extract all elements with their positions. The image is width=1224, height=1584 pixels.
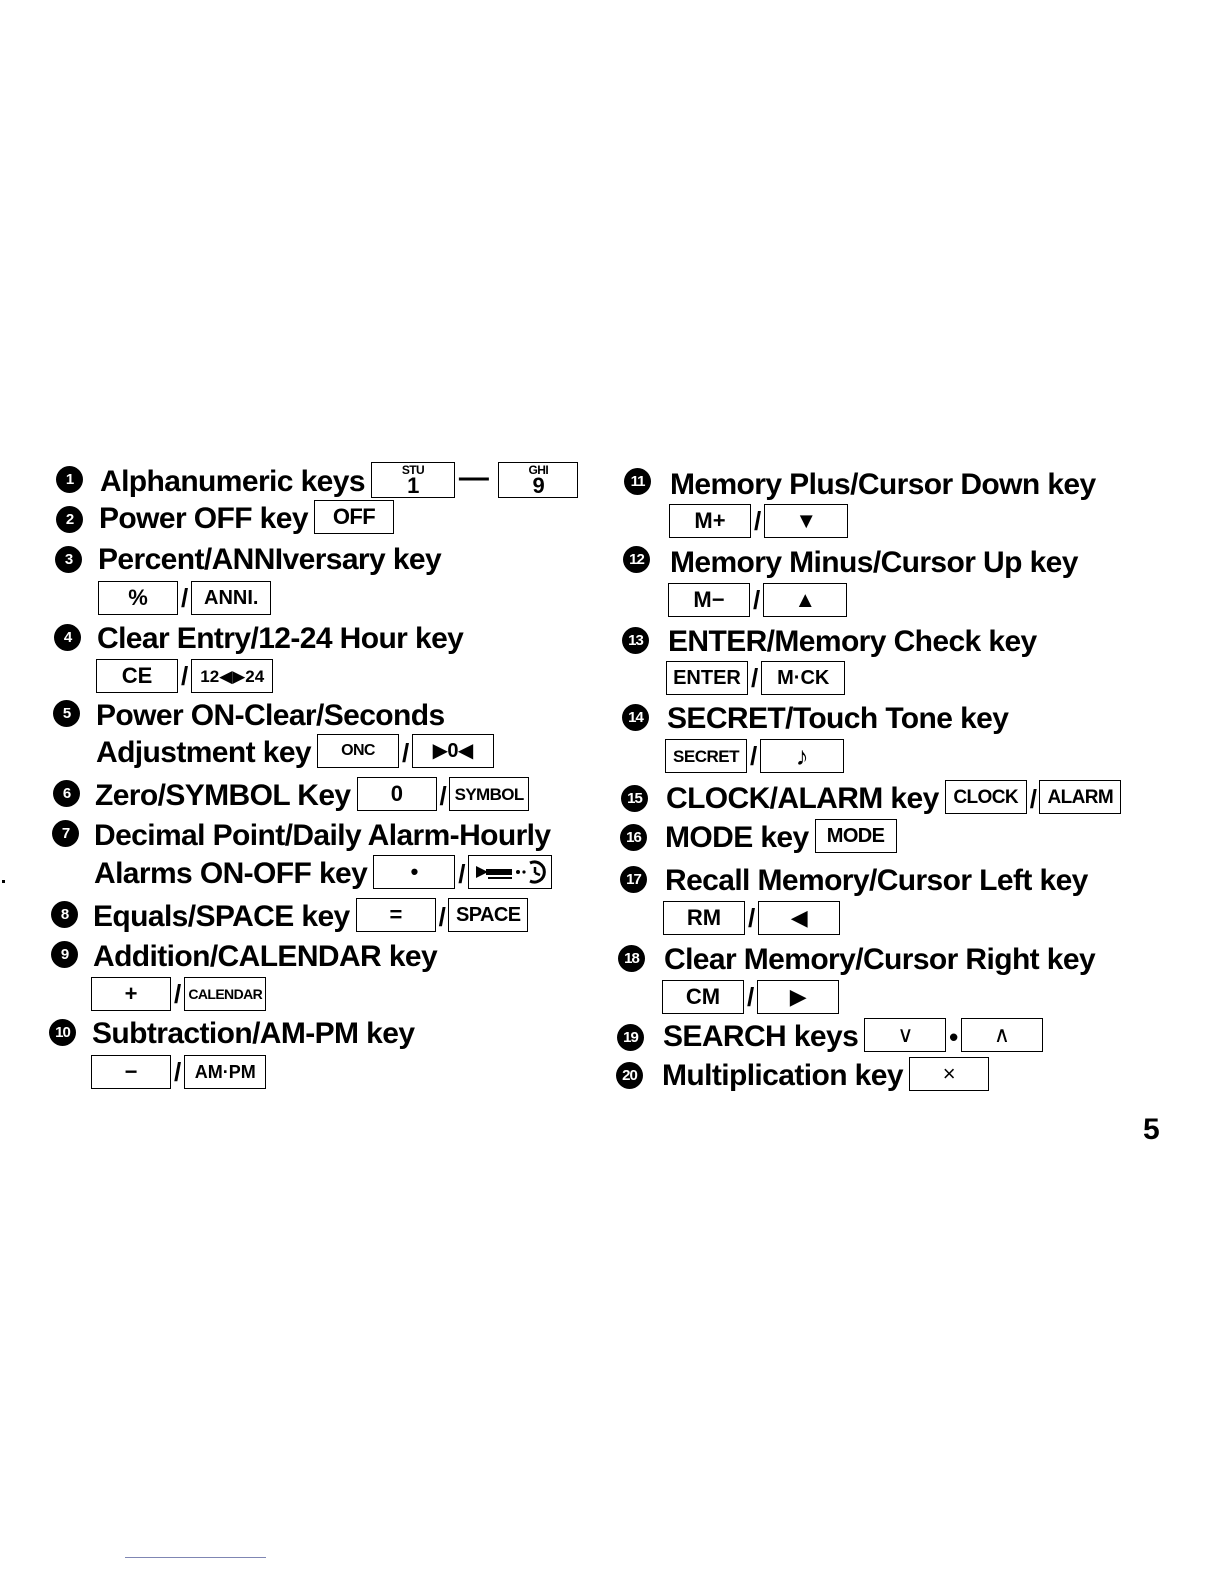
item-title: Clear Entry/12-24 Hour key [97,622,464,655]
percent-key: % [98,581,178,615]
key-pair: − / AM·PM [91,1052,266,1092]
item-number-badge: 16 [620,824,647,851]
key-pair: CM / ▶ [662,977,839,1017]
am-pm-key: AM·PM [184,1055,266,1089]
item-number-badge: 17 [620,866,647,893]
onc-key: ONC [317,734,399,768]
alarm-key: ALARM [1039,780,1121,814]
item-title: Recall Memory/Cursor Left key [665,864,1088,897]
item-title: Power OFF key OFF [99,502,394,537]
subtraction-key: − [91,1055,171,1089]
stu-1-key: STU 1 [371,462,455,498]
footer-rule [125,1557,266,1558]
search-up-key: ∧ [961,1018,1043,1052]
multiplication-key: × [909,1057,989,1091]
symbol-key: SYMBOL [449,777,529,811]
memory-minus-key: M− [668,583,750,617]
equals-key: = [356,898,436,932]
key-pair: M− / ▲ [668,580,847,620]
key-pair: + / CALENDAR [91,974,266,1014]
item-number-badge: 9 [51,941,78,968]
item-title: SECRET/Touch Tone key [667,702,1009,735]
addition-key: + [91,977,171,1011]
item-title: MODE key MODE [665,821,897,856]
item-number-badge: 4 [54,624,81,651]
item-number-badge: 13 [622,627,649,654]
item-title: Power ON-Clear/Seconds [96,699,445,732]
memory-plus-key: M+ [669,504,751,538]
memory-check-key: M·CK [761,661,845,695]
range-dash: — [458,461,489,494]
item-number-badge: 10 [49,1019,76,1046]
space-key: SPACE [448,898,528,932]
cursor-up-key: ▲ [763,583,847,617]
item-title: Clear Memory/Cursor Right key [664,943,1096,976]
item-title: Alphanumeric keys STU 1 — GHI 9 [100,465,578,501]
key-pair: SECRET / ♪ [665,736,844,776]
item-title: ENTER/Memory Check key [668,625,1037,658]
item-number-badge: 6 [53,780,80,807]
off-key: OFF [314,500,394,534]
clear-memory-key: CM [662,980,744,1014]
daily-alarm-key [468,855,552,889]
key-pair: % / ANNI. [98,578,271,618]
item-number-badge: 7 [52,820,79,847]
clock-key: CLOCK [945,780,1027,814]
item-number-badge: 2 [56,506,83,533]
cursor-left-key: ◀ [758,901,840,935]
key-pair: M+ / ▼ [669,501,848,541]
item-number-badge: 20 [616,1062,643,1089]
item-title: Decimal Point/Daily Alarm-Hourly [94,819,551,852]
alarm-horn-clock-icon [472,858,548,886]
item-number-badge: 15 [621,785,648,812]
anni-key: ANNI. [191,581,271,615]
scan-speck [2,880,5,883]
key-pair: ENTER / M·CK [666,658,845,698]
item-title: CLOCK/ALARM key CLOCK / ALARM [666,782,1121,817]
item-number-badge: 1 [56,466,83,493]
item-title: Multiplication key × [662,1059,989,1094]
item-title: Memory Plus/Cursor Down key [670,468,1096,501]
zero-key: 0 [357,777,437,811]
decimal-point-key: • [373,855,455,889]
item-title: Zero/SYMBOL Key 0 / SYMBOL [95,779,529,814]
item-number-badge: 8 [51,901,78,928]
item-number-badge: 5 [53,700,80,727]
touch-tone-key: ♪ [760,739,844,773]
item-number-badge: 18 [618,945,645,972]
recall-memory-key: RM [663,901,745,935]
item-title-continued: Adjustment key ONC / ▶0◀ [96,736,494,771]
item-number-badge: 11 [624,468,651,495]
ghi-9-key: GHI 9 [498,462,578,498]
item-title: Equals/SPACE key = / SPACE [93,900,528,935]
item-title: Percent/ANNIversary key [98,543,442,576]
item-title-continued: Alarms ON-OFF key • / [94,857,552,892]
item-number-badge: 12 [623,546,650,573]
item-title: Memory Minus/Cursor Up key [670,546,1078,579]
seconds-adjust-key: ▶0◀ [412,734,494,768]
12-24-hour-key: 12◀▶24 [191,659,273,693]
mode-key: MODE [815,819,897,853]
key-pair: CE / 12◀▶24 [96,656,273,696]
search-down-key: ∨ [864,1018,946,1052]
item-title: Addition/CALENDAR key [93,940,438,973]
item-title: Subtraction/AM-PM key [92,1017,415,1050]
key-pair: RM / ◀ [663,898,840,938]
item-number-badge: 19 [617,1024,644,1051]
item-number-badge: 14 [622,704,649,731]
item-number-badge: 3 [55,546,82,573]
secret-key: SECRET [665,739,747,773]
calendar-key: CALENDAR [184,977,266,1011]
enter-key: ENTER [666,661,748,695]
item-title: SEARCH keys ∨ • ∧ [663,1020,1043,1055]
cursor-right-key: ▶ [757,980,839,1014]
ce-key: CE [96,659,178,693]
cursor-down-key: ▼ [764,504,848,538]
page-number: 5 [1143,1113,1160,1146]
